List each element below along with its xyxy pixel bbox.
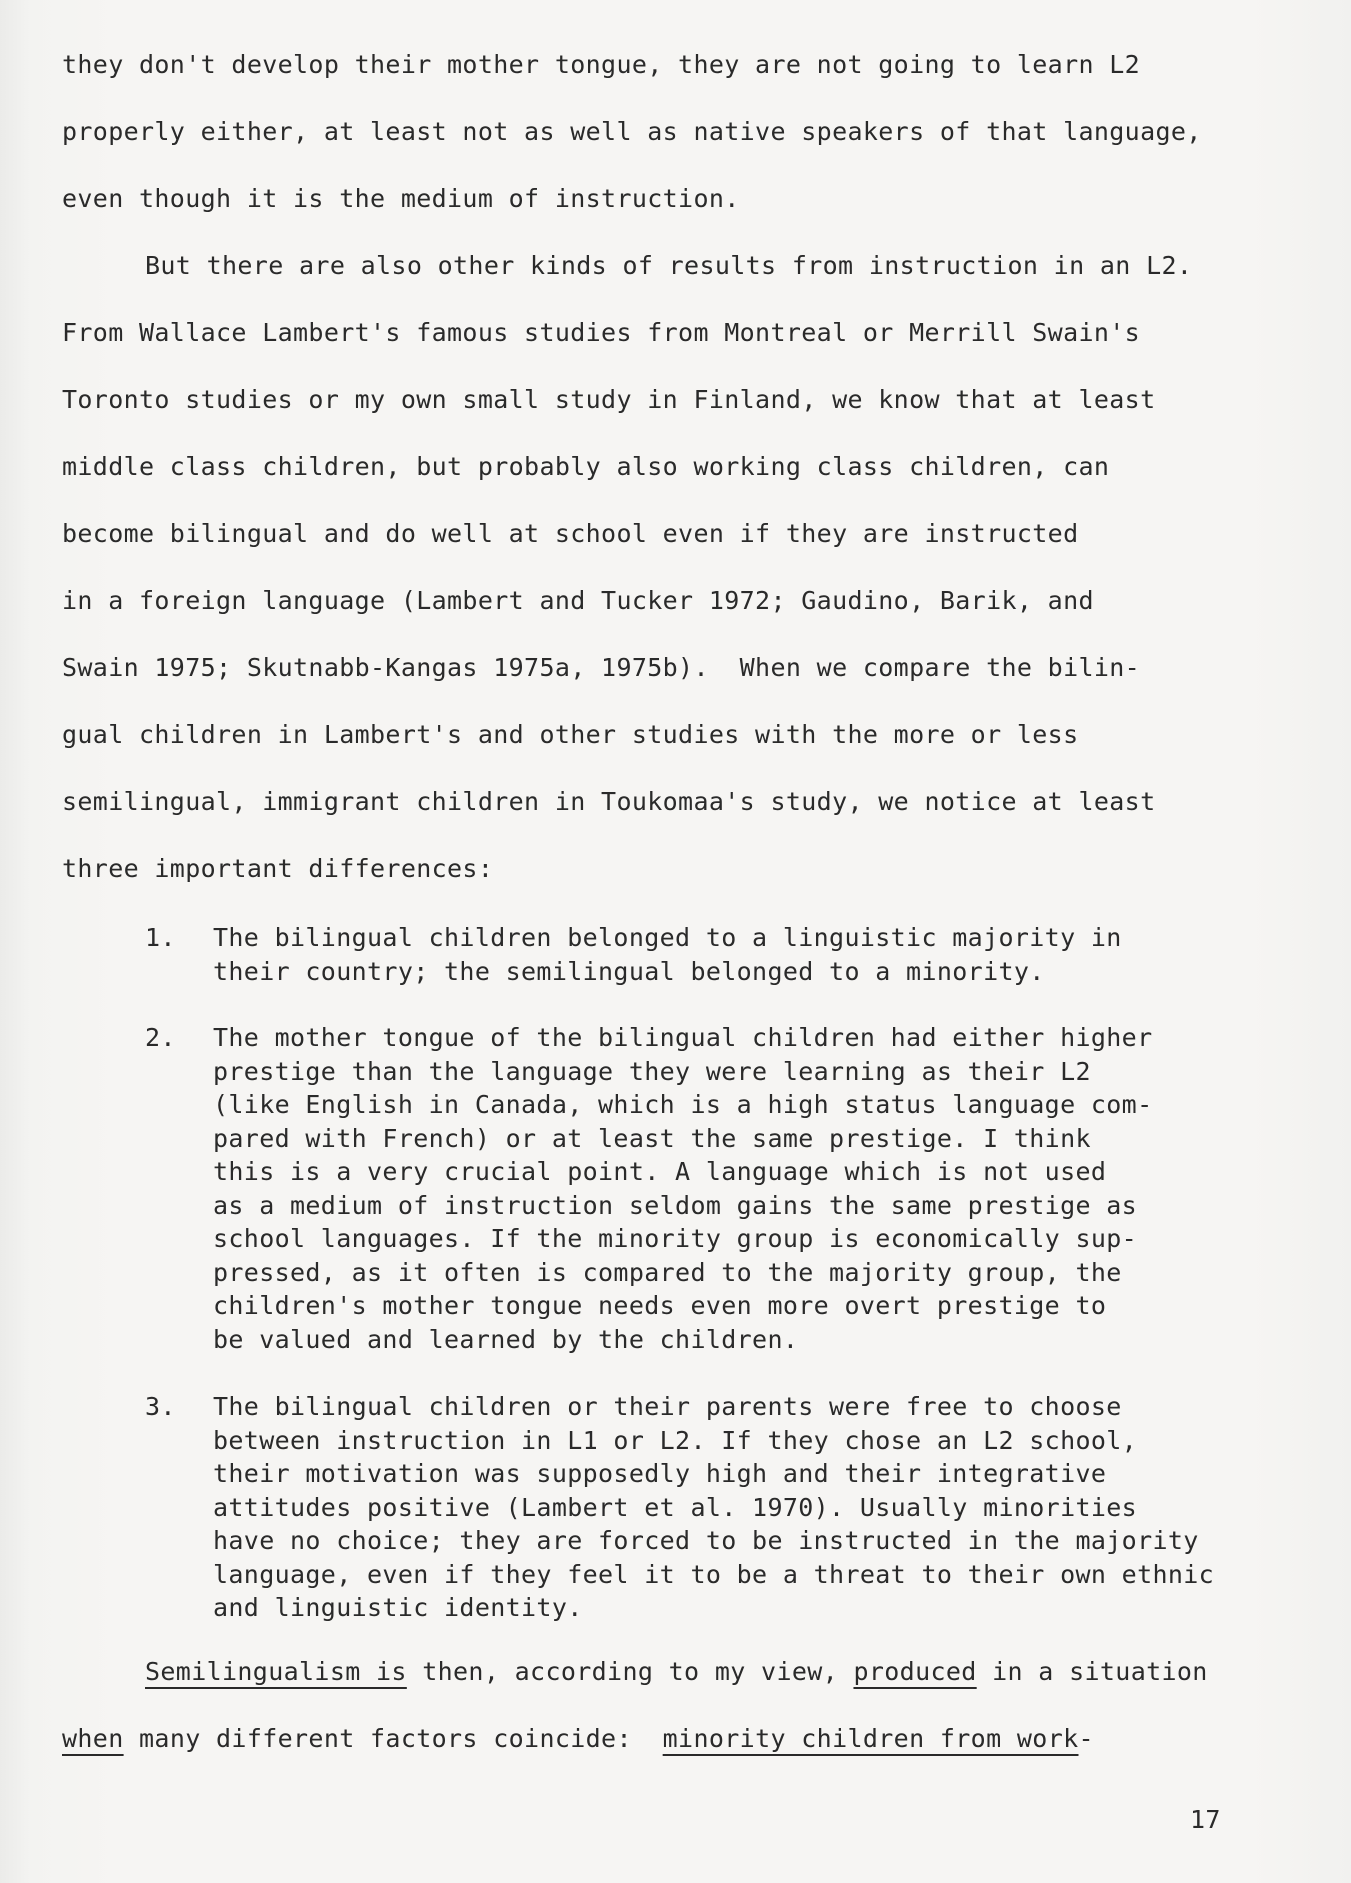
text-line: Swain 1975; Skutnabb-Kangas 1975a, 1975b). When we compare the bilin- [62, 653, 1141, 682]
text-line: gual children in Lambert's and other studies with the more or less [62, 720, 1079, 749]
text-line: three important differences: [62, 854, 494, 883]
list-number: 2. [145, 1023, 176, 1052]
text-line: become bilingual and do well at school even if they are instructed [62, 519, 1079, 548]
list-number: 3. [145, 1392, 176, 1421]
page-number: 17 [1190, 1805, 1221, 1834]
text-line: they don't develop their mother tongue, they are not going to learn L2 [62, 50, 1141, 79]
underlined-text: produced [853, 1657, 977, 1686]
text-line: properly either, at least not as well as native speakers of that language, [62, 117, 1202, 146]
text-line: middle class children, but probably also working class children, can [62, 452, 1110, 481]
text-line: Toronto studies or my own small study in Finland, we know that at least [62, 385, 1156, 414]
text-line [62, 1724, 1094, 1754]
list-number: 1. [145, 923, 176, 952]
underlined-text: minority children from work [662, 1724, 1079, 1753]
text-line [145, 1657, 1208, 1687]
list-text: The bilingual children belonged to a linguistic majority in their country; the semilingual belonged to a minority. [213, 923, 1122, 986]
text-span: in a situation [976, 1657, 1208, 1686]
text-span: then, according to my view, [406, 1657, 854, 1686]
underlined-text: when [62, 1724, 124, 1753]
list-text: The mother tongue of the bilingual children had either higher prestige than the language they were learning as their L2 (like English in Canada, which is a high status language com- pared with French) or at least the same prestige. I think this is a very crucial point. A language which is not used as a medium of instruction seldom gains the same prestige as school languages. If the minority group is economically sup- pressed, as it often is compared to the majority group, the children's mother tongue needs even more overt prestige to be valued and learned by the children. [213, 1023, 1153, 1354]
text-line: even though it is the medium of instruction. [62, 184, 740, 213]
underlined-text: Semilingualism is [145, 1657, 407, 1686]
text-span: many different factors coincide: [123, 1724, 663, 1753]
text-line: semilingual, immigrant children in Toukomaa's study, we notice at least [62, 787, 1156, 816]
text-line: From Wallace Lambert's famous studies from Montreal or Merrill Swain's [62, 318, 1141, 347]
text-line: But there are also other kinds of results from instruction in an L2. [145, 251, 1193, 280]
text-span: - [1078, 1724, 1094, 1753]
text-line: in a foreign language (Lambert and Tucker 1972; Gaudino, Barik, and [62, 586, 1094, 615]
list-text: The bilingual children or their parents were free to choose between instruction in L1 or L2. If they chose an L2 school, their motivation was supposedly high and their integrative attitudes positive (Lambert et al. 1970). Usually minorities have no choice; they are forced to be instructed in the majority language, even if they feel it to be a threat to their own ethnic and linguistic identity. [213, 1392, 1215, 1622]
